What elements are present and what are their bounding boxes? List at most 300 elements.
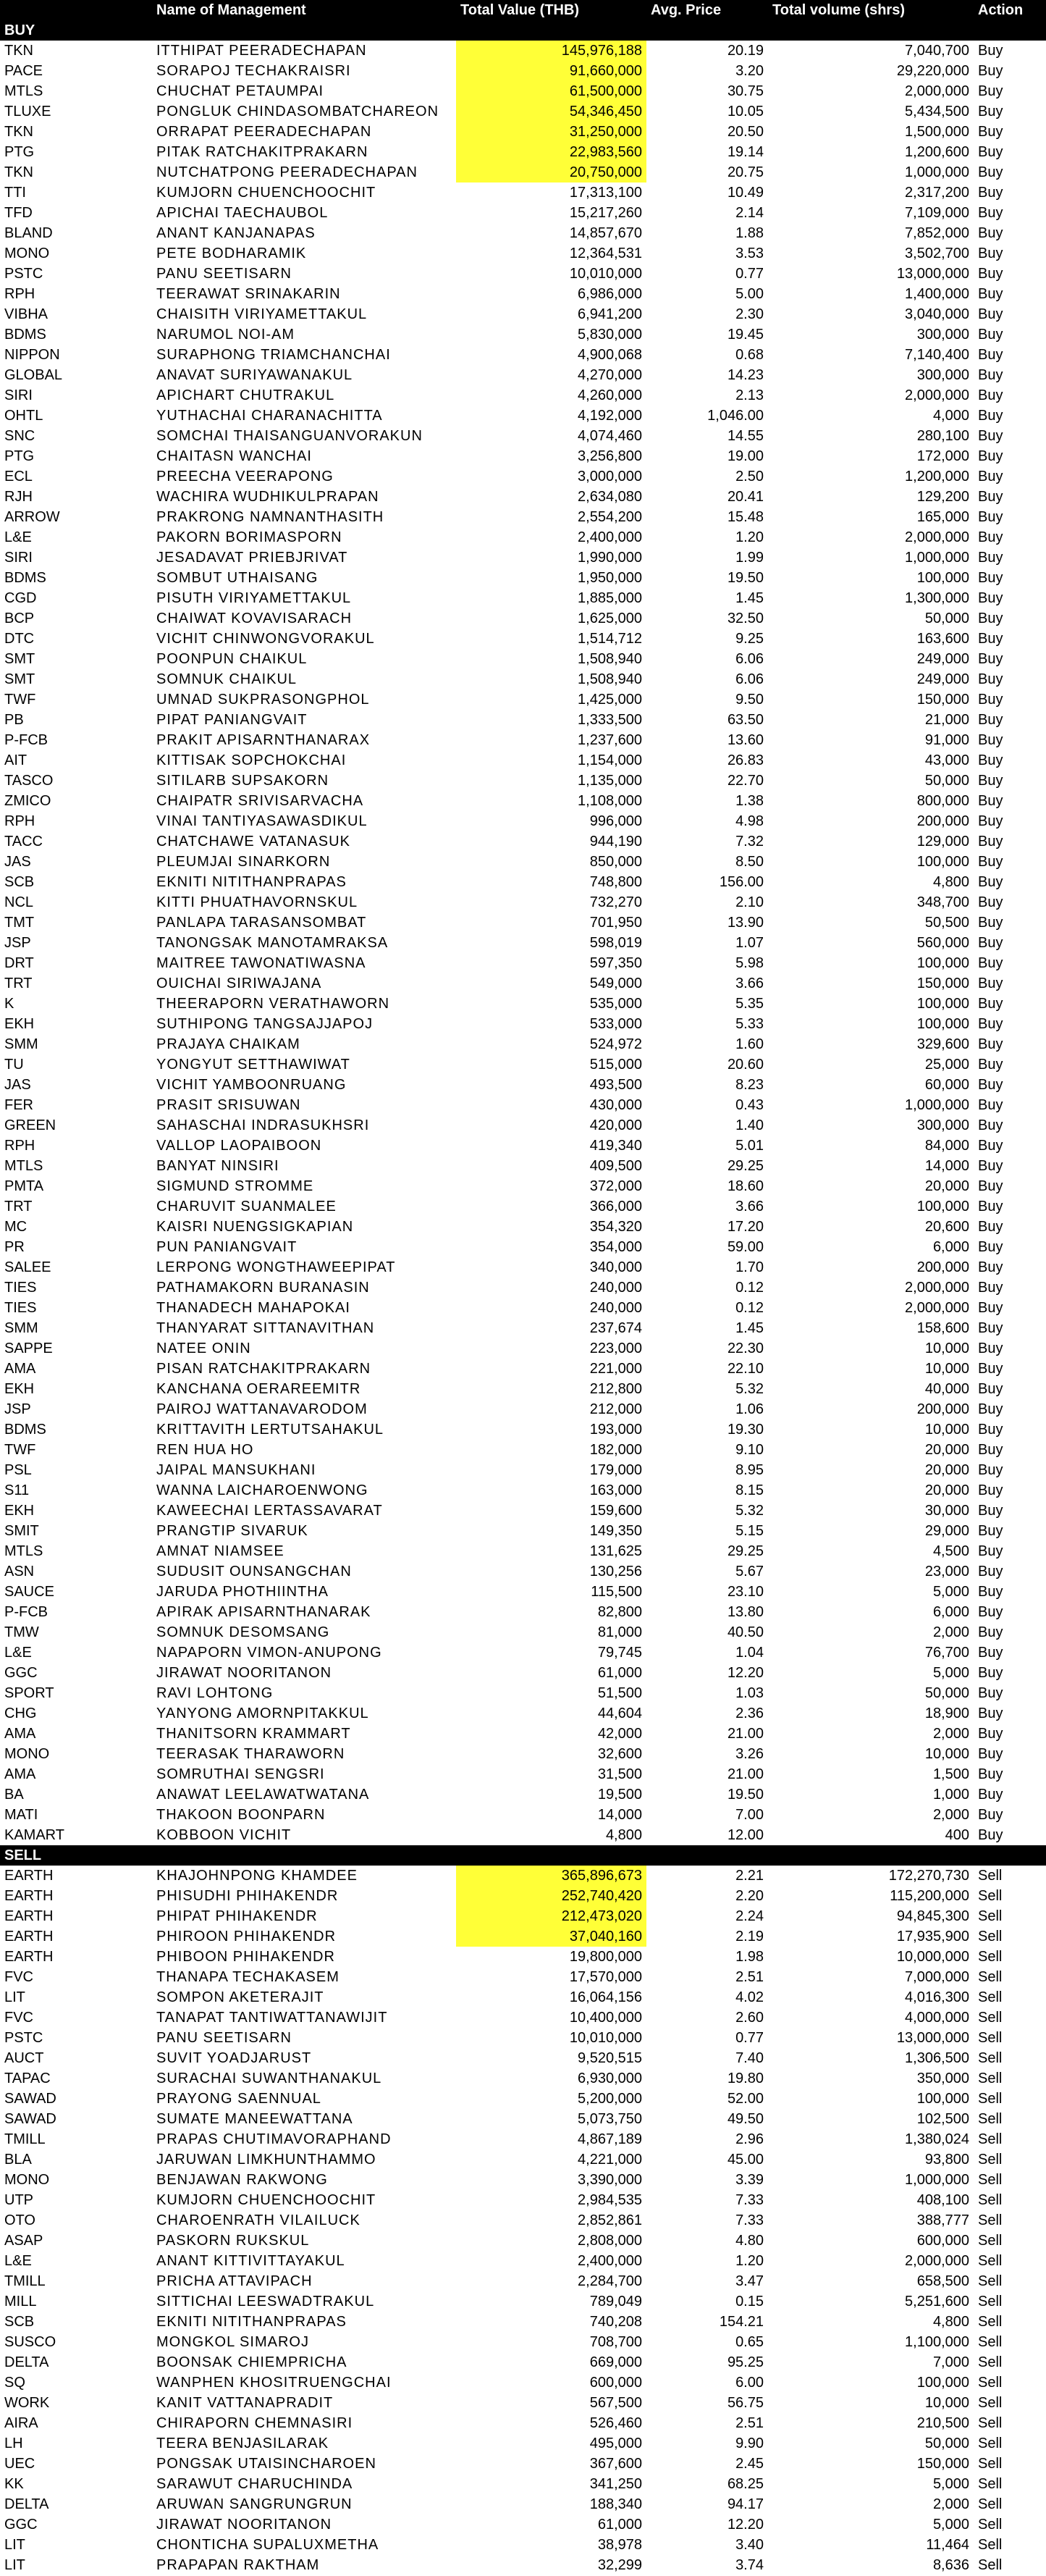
action: Sell bbox=[978, 2354, 1003, 2370]
management-name: LERPONG WONGTHAWEEPIPAT bbox=[156, 1259, 396, 1275]
action: Buy bbox=[978, 1685, 1003, 1701]
action: Buy bbox=[978, 590, 1003, 606]
total-value: 212,473,020 bbox=[456, 1906, 646, 1926]
stock-symbol: FER bbox=[4, 1097, 33, 1113]
avg-price: 7.33 bbox=[735, 2212, 764, 2228]
total-volume: 20,000 bbox=[924, 1178, 969, 1194]
total-value: 252,740,420 bbox=[456, 1886, 646, 1906]
action: Buy bbox=[978, 63, 1003, 79]
total-volume: 300,000 bbox=[916, 1117, 969, 1133]
avg-price: 56.75 bbox=[727, 2395, 764, 2411]
total-volume: 1,000,000 bbox=[905, 550, 969, 566]
table-row bbox=[0, 2048, 1046, 2068]
total-volume: 1,500 bbox=[932, 1766, 969, 1782]
management-name: PRAYONG SAENNUAL bbox=[156, 2091, 321, 2107]
table-row bbox=[0, 101, 1046, 122]
action: Buy bbox=[978, 327, 1003, 343]
management-name: WACHIRA WUDHIKULPRAPAN bbox=[156, 489, 379, 505]
stock-symbol: EKH bbox=[4, 1016, 35, 1032]
action: Buy bbox=[978, 874, 1003, 890]
table-row bbox=[0, 892, 1046, 912]
table-row bbox=[0, 2129, 1046, 2149]
management-name: APICHAI TAECHAUBOL bbox=[156, 205, 329, 221]
management-name: WANPHEN KHOSITRUENGCHAI bbox=[156, 2375, 392, 2391]
action: Buy bbox=[978, 996, 1003, 1012]
total-value: 4,221,000 bbox=[578, 2152, 642, 2168]
management-name: CHAISITH VIRIYAMETTAKUL bbox=[156, 306, 368, 322]
stock-symbol: PTG bbox=[4, 144, 35, 160]
stock-symbol: L&E bbox=[4, 2253, 32, 2269]
action: Sell bbox=[978, 2253, 1003, 2269]
avg-price: 14.23 bbox=[727, 367, 764, 383]
total-volume: 10,000 bbox=[924, 1422, 969, 1438]
total-value: 598,019 bbox=[589, 935, 642, 951]
total-volume: 300,000 bbox=[916, 327, 969, 343]
stock-symbol: AIRA bbox=[4, 2415, 38, 2431]
total-volume: 40,000 bbox=[924, 1381, 969, 1397]
table-row bbox=[0, 385, 1046, 406]
total-volume: 129,000 bbox=[916, 834, 969, 849]
table-row bbox=[0, 1561, 1046, 1582]
management-name: TEERAWAT SRINAKARIN bbox=[156, 286, 341, 302]
avg-price: 1.45 bbox=[735, 1320, 764, 1336]
total-volume: 280,100 bbox=[916, 428, 969, 444]
management-name: PATHAMAKORN BURANASIN bbox=[156, 1280, 370, 1296]
table-row bbox=[0, 1866, 1046, 1886]
total-volume: 1,000,000 bbox=[905, 2172, 969, 2188]
table-row bbox=[0, 872, 1046, 892]
management-name: PHIPAT PHIHAKENDR bbox=[156, 1908, 318, 1924]
action: Buy bbox=[978, 1138, 1003, 1154]
avg-price: 5.00 bbox=[735, 286, 764, 302]
management-name: NUTCHATPONG PEERADECHAPAN bbox=[156, 164, 418, 180]
total-volume: 165,000 bbox=[916, 509, 969, 525]
total-volume: 20,600 bbox=[924, 1219, 969, 1235]
total-volume: 11,464 bbox=[926, 2537, 969, 2553]
total-value: 223,000 bbox=[589, 1341, 642, 1356]
avg-price: 6.06 bbox=[735, 651, 764, 667]
total-volume: 2,000,000 bbox=[905, 1300, 969, 1316]
total-volume: 29,000 bbox=[924, 1523, 969, 1539]
stock-symbol: BLAND bbox=[4, 225, 53, 241]
stock-symbol: ASN bbox=[4, 1564, 35, 1579]
management-name: SURAPHONG TRIAMCHANCHAI bbox=[156, 347, 391, 363]
table-row bbox=[0, 1075, 1046, 1095]
avg-price: 40.50 bbox=[727, 1624, 764, 1640]
avg-price: 20.75 bbox=[727, 164, 764, 180]
stock-symbol: MONO bbox=[4, 1746, 50, 1762]
total-volume: 2,000,000 bbox=[905, 387, 969, 403]
total-volume: 14,000 bbox=[924, 1158, 969, 1174]
table-row bbox=[0, 1805, 1046, 1825]
stock-symbol: AUCT bbox=[4, 2050, 44, 2066]
stock-symbol: TIES bbox=[4, 1280, 37, 1296]
action: Sell bbox=[978, 2152, 1003, 2168]
stock-symbol: BLA bbox=[4, 2152, 32, 2168]
total-volume: 10,000 bbox=[924, 1341, 969, 1356]
stock-symbol: PSTC bbox=[4, 266, 43, 282]
stock-symbol: K bbox=[4, 996, 14, 1012]
avg-price: 19.50 bbox=[727, 1787, 764, 1803]
total-value: 3,000,000 bbox=[578, 469, 642, 484]
stock-symbol: GGC bbox=[4, 1665, 38, 1681]
action: Buy bbox=[978, 955, 1003, 971]
table-row bbox=[0, 1926, 1046, 1947]
total-value: 4,800 bbox=[605, 1827, 642, 1843]
stock-symbol: EARTH bbox=[4, 1929, 54, 1944]
total-volume: 300,000 bbox=[916, 367, 969, 383]
stock-symbol: AIT bbox=[4, 752, 28, 768]
total-value: 669,000 bbox=[589, 2354, 642, 2370]
action: Buy bbox=[978, 773, 1003, 789]
management-name: KOBBOON VICHIT bbox=[156, 1827, 292, 1843]
table-row bbox=[0, 791, 1046, 811]
total-value: 2,400,000 bbox=[578, 2253, 642, 2269]
table-row bbox=[0, 568, 1046, 588]
management-name: PRAKRONG NAMNANTHASITH bbox=[156, 509, 384, 525]
total-volume: 4,016,300 bbox=[905, 1989, 969, 2005]
table-row bbox=[0, 2170, 1046, 2190]
management-name: NARUMOL NOI-AM bbox=[156, 327, 295, 343]
action: Sell bbox=[978, 2334, 1003, 2350]
avg-price: 19.00 bbox=[727, 448, 764, 464]
action: Buy bbox=[978, 1726, 1003, 1742]
table-row bbox=[0, 1237, 1046, 1257]
total-value: 16,064,156 bbox=[569, 1989, 642, 2005]
management-name: RAVI LOHTONG bbox=[156, 1685, 274, 1701]
stock-symbol: RJH bbox=[4, 489, 33, 505]
action: Buy bbox=[978, 469, 1003, 484]
table-body bbox=[0, 20, 1046, 2575]
avg-price: 2.21 bbox=[735, 1868, 764, 1884]
table-row bbox=[0, 710, 1046, 730]
action: Buy bbox=[978, 1259, 1003, 1275]
management-name: SORAPOJ TECHAKRAISRI bbox=[156, 63, 351, 79]
management-name: PISAN RATCHAKITPRAKARN bbox=[156, 1361, 371, 1377]
total-volume: 800,000 bbox=[916, 793, 969, 809]
management-name: THANAPA TECHAKASEM bbox=[156, 1969, 339, 1985]
total-volume: 10,000 bbox=[924, 1746, 969, 1762]
stock-symbol: UEC bbox=[4, 2456, 35, 2472]
avg-price: 9.10 bbox=[735, 1442, 764, 1458]
avg-price: 1.40 bbox=[735, 1117, 764, 1133]
management-name: ANANT KITTIVITTAYAKUL bbox=[156, 2253, 345, 2269]
total-volume: 20,000 bbox=[924, 1442, 969, 1458]
action: Buy bbox=[978, 732, 1003, 748]
management-name: PRANGTIP SIVARUK bbox=[156, 1523, 308, 1539]
total-value: 32,600 bbox=[597, 1746, 642, 1762]
table-row bbox=[0, 953, 1046, 973]
avg-price: 12.20 bbox=[727, 2517, 764, 2533]
total-value: 145,976,188 bbox=[456, 41, 646, 61]
management-name: VINAI TANTIYASAWASDIKUL bbox=[156, 813, 368, 829]
stock-symbol: OTO bbox=[4, 2212, 35, 2228]
table-row bbox=[0, 487, 1046, 507]
total-volume: 8,636 bbox=[932, 2557, 969, 2573]
total-volume: 158,600 bbox=[916, 1320, 969, 1336]
avg-price: 1.07 bbox=[735, 935, 764, 951]
table-row bbox=[0, 1379, 1046, 1399]
stock-symbol: GLOBAL bbox=[4, 367, 63, 383]
stock-symbol: LIT bbox=[4, 2537, 25, 2553]
total-value: 131,625 bbox=[589, 1543, 642, 1559]
stock-symbol: ASAP bbox=[4, 2233, 43, 2249]
management-name: PONGSAK UTAISINCHAROEN bbox=[156, 2456, 376, 2472]
table-row bbox=[0, 324, 1046, 345]
avg-price: 154.21 bbox=[719, 2314, 764, 2330]
stock-symbol: EARTH bbox=[4, 1908, 54, 1924]
avg-price: 5.67 bbox=[735, 1564, 764, 1579]
stock-symbol: TRT bbox=[4, 1199, 33, 1214]
management-name: KITTISAK SOPCHOKCHAI bbox=[156, 752, 347, 768]
table-row bbox=[0, 81, 1046, 101]
avg-price: 18.60 bbox=[727, 1178, 764, 1194]
stock-symbol: TWF bbox=[4, 692, 36, 708]
stock-symbol: PR bbox=[4, 1239, 25, 1255]
table-row bbox=[0, 466, 1046, 487]
management-name: CHARUVIT SUANMALEE bbox=[156, 1199, 337, 1214]
total-volume: 43,000 bbox=[924, 752, 969, 768]
action: Buy bbox=[978, 1645, 1003, 1661]
avg-price: 22.10 bbox=[727, 1361, 764, 1377]
table-row bbox=[0, 2332, 1046, 2352]
total-volume: 2,000,000 bbox=[905, 83, 969, 99]
stock-symbol: SMM bbox=[4, 1036, 38, 1052]
management-name: YONGYUT SETTHAWIWAT bbox=[156, 1057, 350, 1073]
table-row bbox=[0, 1419, 1046, 1440]
total-volume: 91,000 bbox=[924, 732, 969, 748]
total-value: 1,108,000 bbox=[578, 793, 642, 809]
stock-symbol: SAUCE bbox=[4, 1584, 54, 1600]
table-row bbox=[0, 527, 1046, 547]
stock-symbol: L&E bbox=[4, 529, 32, 545]
management-name: SOMRUTHAI SENGSRI bbox=[156, 1766, 325, 1782]
header-name: Name of Management bbox=[152, 0, 456, 20]
header-action: Action bbox=[974, 0, 1046, 20]
avg-price: 45.00 bbox=[727, 2152, 764, 2168]
stock-symbol: AMA bbox=[4, 1726, 36, 1742]
avg-price: 13.60 bbox=[727, 732, 764, 748]
management-name: SUTHIPONG TANGSAJJAPOJ bbox=[156, 1016, 374, 1032]
avg-price: 1.70 bbox=[735, 1259, 764, 1275]
table-row bbox=[0, 2514, 1046, 2535]
management-name: JIRAWAT NOORITANON bbox=[156, 1665, 332, 1681]
management-name: PAIROJ WATTANAVARODOM bbox=[156, 1401, 368, 1417]
table-row bbox=[0, 162, 1046, 182]
management-name: VALLOP LAOPAIBOON bbox=[156, 1138, 322, 1154]
stock-symbol: BDMS bbox=[4, 327, 46, 343]
section-label: SELL bbox=[0, 1845, 1046, 1866]
avg-price: 30.75 bbox=[727, 83, 764, 99]
total-volume: 100,000 bbox=[916, 2091, 969, 2107]
total-volume: 4,500 bbox=[932, 1543, 969, 1559]
action: Buy bbox=[978, 1624, 1003, 1640]
management-name: SOMNUK CHAIKUL bbox=[156, 671, 298, 687]
stock-symbol: PB bbox=[4, 712, 24, 728]
total-value: 4,260,000 bbox=[578, 387, 642, 403]
management-name: TANAPAT TANTIWATTANAWIJIT bbox=[156, 2010, 388, 2026]
action: Buy bbox=[978, 1036, 1003, 1052]
table-row bbox=[0, 1115, 1046, 1136]
action: Buy bbox=[978, 266, 1003, 282]
table-row bbox=[0, 1602, 1046, 1622]
avg-price: 0.65 bbox=[735, 2334, 764, 2350]
stock-symbol: VIBHA bbox=[4, 306, 48, 322]
management-name: THAKOON BOONPARN bbox=[156, 1807, 326, 1823]
total-value: 6,930,000 bbox=[578, 2071, 642, 2086]
action: Buy bbox=[978, 692, 1003, 708]
management-name: PRAKIT APISARNTHANARAX bbox=[156, 732, 371, 748]
table-row bbox=[0, 41, 1046, 61]
table-row bbox=[0, 1298, 1046, 1318]
total-volume: 1,380,024 bbox=[905, 2131, 969, 2147]
total-value: 365,896,673 bbox=[456, 1866, 646, 1886]
total-value: 354,320 bbox=[589, 1219, 642, 1235]
total-volume: 50,000 bbox=[924, 773, 969, 789]
table-row bbox=[0, 973, 1046, 994]
total-value: 182,000 bbox=[589, 1442, 642, 1458]
total-value: 600,000 bbox=[589, 2375, 642, 2391]
avg-price: 3.20 bbox=[735, 63, 764, 79]
total-volume: 2,000 bbox=[932, 1726, 969, 1742]
total-value: 366,000 bbox=[589, 1199, 642, 1214]
stock-symbol: TRT bbox=[4, 976, 33, 991]
stock-symbol: DELTA bbox=[4, 2354, 49, 2370]
avg-price: 6.00 bbox=[735, 2375, 764, 2391]
total-volume: 2,000 bbox=[932, 1807, 969, 1823]
action: Buy bbox=[978, 611, 1003, 626]
stock-symbol: TMILL bbox=[4, 2273, 46, 2289]
total-volume: 1,300,000 bbox=[905, 590, 969, 606]
avg-price: 3.40 bbox=[735, 2537, 764, 2553]
management-name: JIRAWAT NOORITANON bbox=[156, 2517, 332, 2533]
management-name: SOMNUK DESOMSANG bbox=[156, 1624, 330, 1640]
stock-symbol: SIRI bbox=[4, 550, 33, 566]
total-volume: 560,000 bbox=[916, 935, 969, 951]
table-row bbox=[0, 2149, 1046, 2170]
avg-price: 3.47 bbox=[735, 2273, 764, 2289]
total-volume: 13,000,000 bbox=[896, 266, 969, 282]
total-volume: 84,000 bbox=[924, 1138, 969, 1154]
total-volume: 2,000 bbox=[932, 1624, 969, 1640]
total-volume: 20,000 bbox=[924, 1482, 969, 1498]
action: Buy bbox=[978, 246, 1003, 261]
table-row bbox=[0, 1825, 1046, 1845]
action: Buy bbox=[978, 448, 1003, 464]
total-volume: 3,040,000 bbox=[905, 306, 969, 322]
stock-symbol: SAPPE bbox=[4, 1341, 53, 1356]
table-row bbox=[0, 2413, 1046, 2433]
stock-symbol: ZMICO bbox=[4, 793, 51, 809]
management-name: JAIPAL MANSUKHANI bbox=[156, 1462, 316, 1478]
stock-symbol: ECL bbox=[4, 469, 33, 484]
stock-symbol: TMILL bbox=[4, 2131, 46, 2147]
total-value: 44,604 bbox=[597, 1706, 642, 1721]
avg-price: 29.25 bbox=[727, 1543, 764, 1559]
management-name: VICHIT CHINWONGVORAKUL bbox=[156, 631, 375, 647]
total-volume: 100,000 bbox=[916, 955, 969, 971]
total-volume: 102,500 bbox=[916, 2111, 969, 2127]
avg-price: 8.50 bbox=[735, 854, 764, 870]
avg-price: 15.48 bbox=[727, 509, 764, 525]
action: Sell bbox=[978, 2314, 1003, 2330]
total-volume: 100,000 bbox=[916, 1016, 969, 1032]
management-name: PRAJAYA CHAIKAM bbox=[156, 1036, 300, 1052]
action: Buy bbox=[978, 570, 1003, 586]
stock-symbol: RPH bbox=[4, 813, 35, 829]
action: Sell bbox=[978, 2415, 1003, 2431]
stock-symbol: TWF bbox=[4, 1442, 36, 1458]
action: Buy bbox=[978, 1178, 1003, 1194]
table-row bbox=[0, 2454, 1046, 2474]
stock-symbol: L&E bbox=[4, 1645, 32, 1661]
action: Buy bbox=[978, 1401, 1003, 1417]
table-row bbox=[0, 1764, 1046, 1784]
management-name: YUTHACHAI CHARANACHITTA bbox=[156, 408, 383, 424]
stock-symbol: UTP bbox=[4, 2192, 33, 2208]
total-volume: 408,100 bbox=[916, 2192, 969, 2208]
total-volume: 4,800 bbox=[932, 874, 969, 890]
total-value: 14,000 bbox=[597, 1807, 642, 1823]
table-row bbox=[0, 2190, 1046, 2210]
avg-price: 13.80 bbox=[727, 1604, 764, 1620]
total-volume: 7,140,400 bbox=[905, 347, 969, 363]
management-name: CHIRAPORN CHEMNASIRI bbox=[156, 2415, 353, 2431]
total-value: 37,040,160 bbox=[456, 1926, 646, 1947]
stock-symbol: OHTL bbox=[4, 408, 43, 424]
stock-symbol: SNC bbox=[4, 428, 35, 444]
table-row bbox=[0, 426, 1046, 446]
avg-price: 7.40 bbox=[735, 2050, 764, 2066]
management-name: SUVIT YOADJARUST bbox=[156, 2050, 312, 2066]
avg-price: 2.96 bbox=[735, 2131, 764, 2147]
action: Buy bbox=[978, 550, 1003, 566]
management-name: TEERASAK THARAWORN bbox=[156, 1746, 345, 1762]
management-name: KUMJORN CHUENCHOOCHIT bbox=[156, 185, 376, 201]
total-value: 341,250 bbox=[589, 2476, 642, 2492]
action: Sell bbox=[978, 2010, 1003, 2026]
management-name: SIGMUND STROMME bbox=[156, 1178, 314, 1194]
total-value: 2,400,000 bbox=[578, 529, 642, 545]
stock-symbol: SMIT bbox=[4, 1523, 39, 1539]
total-volume: 94,845,300 bbox=[896, 1908, 969, 1924]
stock-symbol: SCB bbox=[4, 874, 35, 890]
table-row bbox=[0, 1318, 1046, 1338]
avg-price: 29.25 bbox=[727, 1158, 764, 1174]
avg-price: 0.77 bbox=[735, 2030, 764, 2046]
action: Sell bbox=[978, 2456, 1003, 2472]
table-row bbox=[0, 2352, 1046, 2372]
total-volume: 5,000 bbox=[932, 1584, 969, 1600]
total-value: 535,000 bbox=[589, 996, 642, 1012]
table-row bbox=[0, 2007, 1046, 2028]
action: Buy bbox=[978, 813, 1003, 829]
total-volume: 150,000 bbox=[916, 976, 969, 991]
management-name: PETE BODHARAMIK bbox=[156, 246, 307, 261]
section-header-buy bbox=[0, 20, 1046, 41]
table-row bbox=[0, 1257, 1046, 1277]
management-name: YANYONG AMORNPITAKKUL bbox=[156, 1706, 369, 1721]
stock-symbol: FVC bbox=[4, 1969, 33, 1985]
avg-price: 3.53 bbox=[735, 246, 764, 261]
total-volume: 1,000,000 bbox=[905, 164, 969, 180]
table-row bbox=[0, 1703, 1046, 1724]
stock-symbol: TFD bbox=[4, 205, 33, 221]
total-volume: 21,000 bbox=[924, 712, 969, 728]
total-volume: 2,000,000 bbox=[905, 529, 969, 545]
avg-price: 2.19 bbox=[735, 1929, 764, 1944]
total-value: 1,508,940 bbox=[578, 651, 642, 667]
